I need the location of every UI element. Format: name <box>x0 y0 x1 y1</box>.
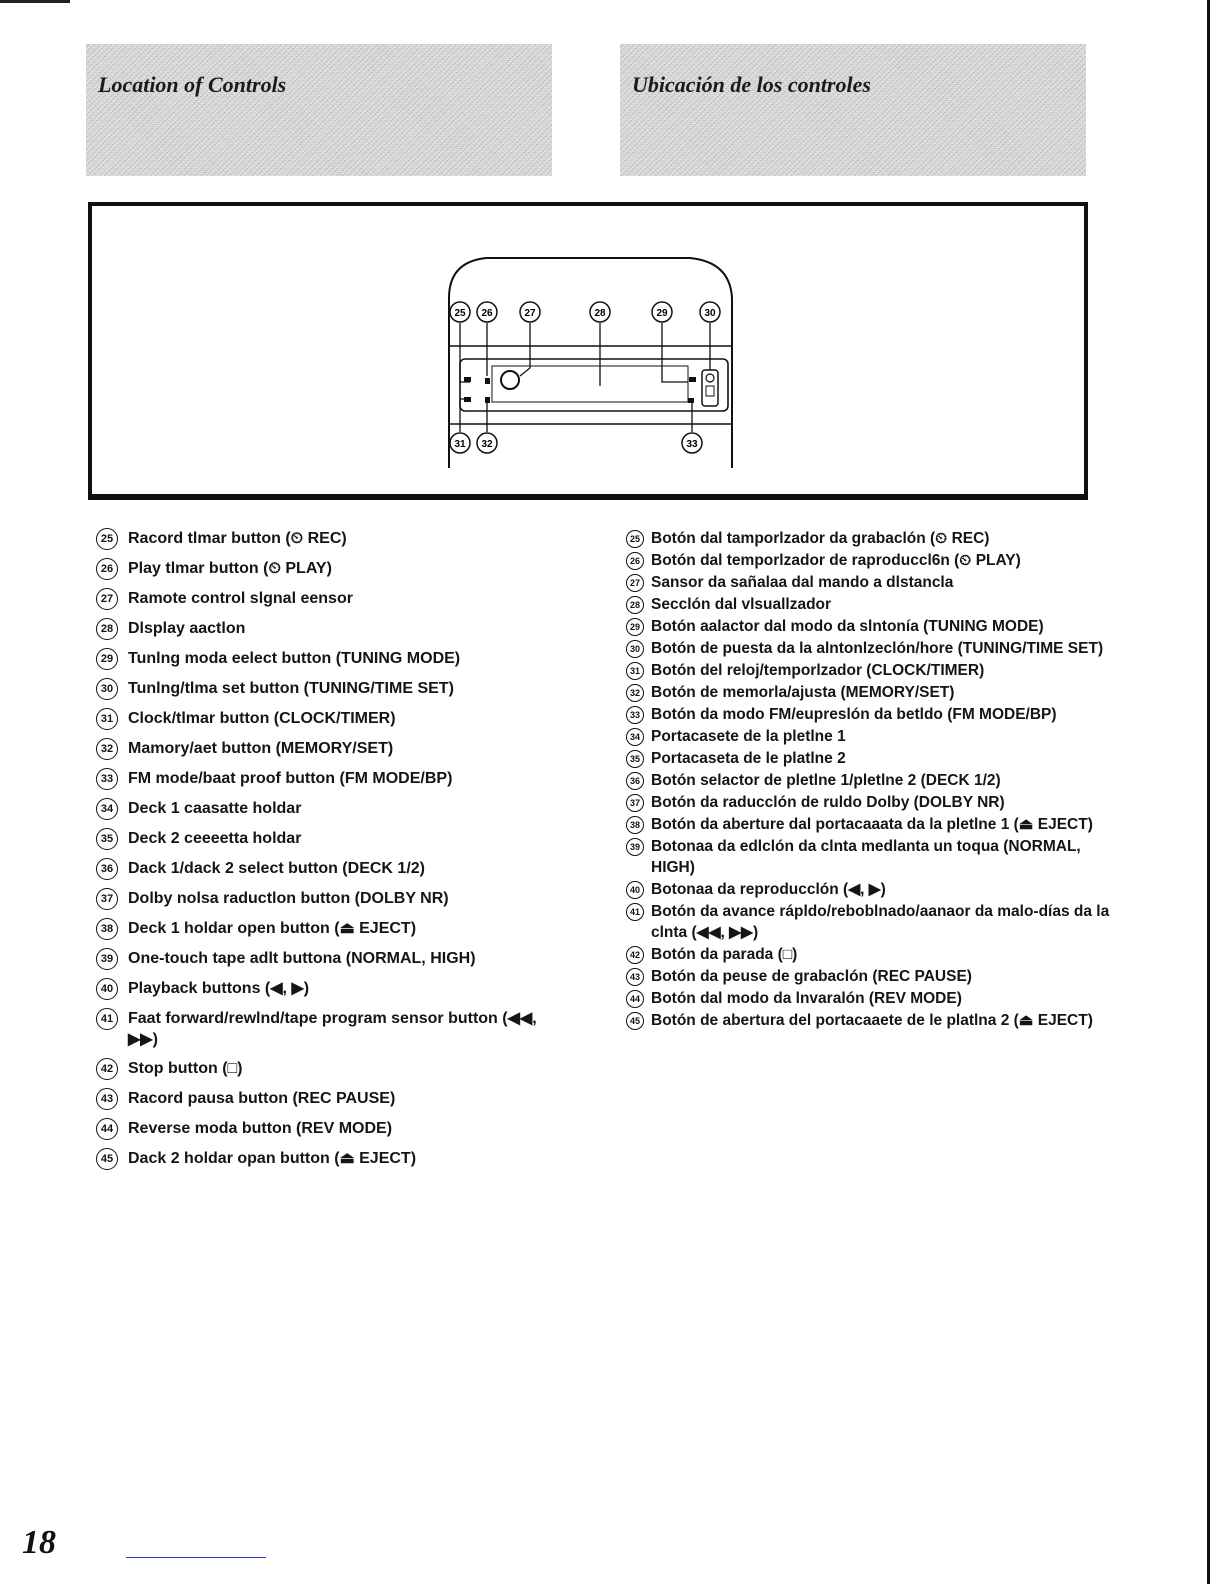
item-text: FM mode/baat proof button (FM MODE/BP) <box>128 770 453 787</box>
right-edge-rule <box>1207 0 1210 1584</box>
callout-26: 26 <box>481 308 493 319</box>
item-text: Reverse moda button (REV MODE) <box>128 1120 393 1137</box>
item-number-badge: 32 <box>626 684 644 702</box>
item-text: Ramote control slgnal eensor <box>128 590 353 607</box>
list-item <box>96 798 566 820</box>
item-text: Racord pausa button (REC PAUSE) <box>128 1090 396 1107</box>
item-number-badge: 34 <box>626 728 644 746</box>
list-item <box>96 768 566 790</box>
section-banner-english <box>86 44 552 176</box>
list-item <box>96 888 566 910</box>
item-number-badge: 26 <box>626 552 644 570</box>
list-item <box>96 648 566 670</box>
list-item <box>626 879 1126 900</box>
item-number-badge: 40 <box>626 881 644 899</box>
item-text: Play tlmar button (⏲ PLAY) <box>128 560 332 577</box>
item-number-badge: 25 <box>96 528 118 550</box>
item-number-badge: 25 <box>626 530 644 548</box>
item-number-badge: 27 <box>626 574 644 592</box>
callout-28: 28 <box>594 308 606 319</box>
item-number-badge: 38 <box>626 816 644 834</box>
tuning-time-label-box <box>706 386 714 396</box>
bottom-leader-lines <box>460 399 692 432</box>
list-item <box>96 1008 566 1050</box>
item-text: Tunlng moda eelect button (TUNING MODE) <box>128 650 461 667</box>
list-item <box>626 726 1126 747</box>
list-item <box>626 944 1126 965</box>
item-text: Botón da parada (□) <box>651 946 798 963</box>
callout-33: 33 <box>686 439 698 450</box>
record-timer-button <box>464 377 471 382</box>
top-edge-rule <box>0 0 70 3</box>
item-text: Portacaseta de le platlne 2 <box>651 750 846 767</box>
item-number-badge: 43 <box>96 1088 118 1110</box>
item-text: Dack 2 holdar opan button (⏏ EJECT) <box>128 1150 417 1167</box>
tuning-time-set-button <box>702 370 718 406</box>
item-text: Deck 2 ceeeetta holdar <box>128 830 302 847</box>
item-number-badge: 39 <box>96 948 118 970</box>
list-item <box>626 572 1126 593</box>
item-number-badge: 32 <box>96 738 118 760</box>
item-text: Botón de memorla/ajusta (MEMORY/SET) <box>651 684 955 701</box>
item-text: Botón dal temporlzador de raproduccl6n (⏲ PLAY) <box>651 552 1021 569</box>
section-banner-spanish <box>620 44 1086 176</box>
play-timer-button <box>485 378 490 384</box>
bottom-callouts <box>450 433 702 453</box>
list-item <box>626 1010 1126 1031</box>
list-item <box>626 988 1126 1009</box>
item-number-badge: 41 <box>96 1008 118 1030</box>
section-title-english: Location of Controls <box>98 72 287 97</box>
item-text: Playback buttons (◀, ▶) <box>128 980 310 997</box>
item-number-badge: 35 <box>96 828 118 850</box>
tuning-knob-icon <box>706 374 714 382</box>
controls-diagram-frame <box>88 202 1088 500</box>
item-number-badge: 31 <box>96 708 118 730</box>
item-text: Deck 1 holdar open button (⏏ EJECT) <box>128 920 417 937</box>
item-text: Botón da peuse de grabaclón (REC PAUSE) <box>651 968 972 985</box>
item-number-badge: 45 <box>96 1148 118 1170</box>
item-number-badge: 40 <box>96 978 118 1000</box>
page-number: 18 <box>22 1524 56 1561</box>
item-text: One-touch tape adlt buttona (NORMAL, HIGH) <box>128 950 476 967</box>
item-number-badge: 31 <box>626 662 644 680</box>
list-item <box>626 770 1126 791</box>
item-number-badge: 37 <box>96 888 118 910</box>
item-number-badge: 37 <box>626 794 644 812</box>
item-text: Botón dal modo da lnvaralón (REV MODE) <box>651 990 962 1007</box>
list-item <box>626 616 1126 637</box>
item-number-badge: 36 <box>96 858 118 880</box>
item-number-badge: 35 <box>626 750 644 768</box>
list-item <box>626 792 1126 813</box>
item-text: Botón de puesta da la alntonlzeclón/hore (TUNING/TIME SET) <box>651 640 1104 657</box>
item-number-badge: 43 <box>626 968 644 986</box>
item-number-badge: 36 <box>626 772 644 790</box>
list-item <box>96 858 566 880</box>
item-text: Botón dal tamporlzador da grabaclón (⏲ REC) <box>651 530 990 547</box>
item-number-badge: 29 <box>96 648 118 670</box>
item-text: Stop button (□) <box>128 1060 243 1077</box>
item-text: Secclón dal vlsuallzador <box>651 596 832 613</box>
item-text: Sansor da sañalaa dal mando a dlstancla <box>651 574 954 591</box>
item-text: Botonaa da reproducclón (◀, ▶) <box>651 881 886 898</box>
item-number-badge: 33 <box>626 706 644 724</box>
item-number-badge: 41 <box>626 903 644 921</box>
item-text: Clock/tlmar button (CLOCK/TIMER) <box>128 710 396 727</box>
item-number-badge: 28 <box>96 618 118 640</box>
list-item <box>626 704 1126 725</box>
item-number-badge: 33 <box>96 768 118 790</box>
english-controls-list <box>96 528 566 1178</box>
list-item <box>96 738 566 760</box>
section-title-spanish: Ubicación de los controles <box>632 72 871 97</box>
list-item <box>626 550 1126 571</box>
list-item <box>626 660 1126 681</box>
callout-29: 29 <box>656 308 668 319</box>
list-item <box>626 966 1126 987</box>
item-text: Botón del reloj/temporlzador (CLOCK/TIMER) <box>651 662 985 679</box>
list-item <box>96 618 566 640</box>
list-item <box>96 678 566 700</box>
list-item <box>96 978 566 1000</box>
remote-sensor <box>501 371 519 389</box>
list-item <box>626 638 1126 659</box>
item-number-badge: 45 <box>626 1012 644 1030</box>
spanish-controls-list <box>626 528 1126 1032</box>
item-number-badge: 44 <box>96 1118 118 1140</box>
item-number-badge: 28 <box>626 596 644 614</box>
callout-27: 27 <box>524 308 536 319</box>
list-item <box>96 1148 566 1170</box>
item-text: Portacasete de la pletlne 1 <box>651 728 846 745</box>
callout-32: 32 <box>481 439 493 450</box>
item-number-badge: 30 <box>626 640 644 658</box>
list-item <box>626 682 1126 703</box>
item-text: Dack 1/dack 2 select button (DECK 1/2) <box>128 860 425 877</box>
tuning-mode-button <box>689 377 696 382</box>
item-text: Botón de abertura del portacaaete de le platlna 2 (⏏ EJECT) <box>651 1012 1093 1029</box>
display-section <box>492 366 688 402</box>
list-item <box>626 836 1126 878</box>
top-leader-lines <box>460 323 710 386</box>
item-text: Mamory/aet button (MEMORY/SET) <box>128 740 394 757</box>
item-number-badge: 44 <box>626 990 644 1008</box>
top-callouts <box>450 302 720 322</box>
item-text: Tunlng/tlma set button (TUNING/TIME SET) <box>128 680 454 697</box>
list-item <box>626 814 1126 835</box>
item-number-badge: 26 <box>96 558 118 580</box>
callout-25: 25 <box>454 308 466 319</box>
item-number-badge: 34 <box>96 798 118 820</box>
item-text: Deck 1 caasatte holdar <box>128 800 302 817</box>
list-item <box>96 1058 566 1080</box>
front-panel-diagram <box>92 206 1084 494</box>
list-item <box>96 588 566 610</box>
fm-mode-button <box>688 398 694 403</box>
item-text: Dolby nolsa raductlon button (DOLBY NR) <box>128 890 449 907</box>
item-number-badge: 42 <box>96 1058 118 1080</box>
item-text: Botón aalactor dal modo da slntonía (TUNING MODE) <box>651 618 1044 635</box>
item-text: Botón da raducclón de ruldo Dolby (DOLBY NR) <box>651 794 1005 811</box>
item-text: Botón da avance rápldo/reboblnado/aanaor da malo-días da la clnta (◀◀, ▶▶) <box>651 903 1110 941</box>
item-number-badge: 30 <box>96 678 118 700</box>
footer-rule <box>126 1557 266 1558</box>
list-item <box>96 918 566 940</box>
callout-31: 31 <box>454 439 466 450</box>
callout-30: 30 <box>704 308 716 319</box>
item-text: Botonaa da edlclón da clnta medlanta un toqua (NORMAL, HIGH) <box>651 838 1081 876</box>
item-text: Racord tlmar button (⏲ REC) <box>128 530 347 547</box>
list-item <box>96 708 566 730</box>
list-item <box>96 948 566 970</box>
item-text: Botón da aberture dal portacaaata da la pletlne 1 (⏏ EJECT) <box>651 816 1093 833</box>
list-item <box>96 1118 566 1140</box>
list-item <box>626 901 1126 943</box>
item-text: Botón da modo FM/eupreslón da betldo (FM MODE/BP) <box>651 706 1057 723</box>
list-item <box>96 828 566 850</box>
list-item <box>626 528 1126 549</box>
item-number-badge: 39 <box>626 838 644 856</box>
list-item <box>96 558 566 580</box>
list-item <box>626 748 1126 769</box>
item-number-badge: 42 <box>626 946 644 964</box>
item-text: Faat forward/rewlnd/tape program sensor button (◀◀, ▶▶) <box>128 1010 537 1048</box>
list-item <box>626 594 1126 615</box>
item-number-badge: 38 <box>96 918 118 940</box>
item-text: Botón selactor de pletlne 1/pletlne 2 (DECK 1/2) <box>651 772 1001 789</box>
item-number-badge: 29 <box>626 618 644 636</box>
list-item <box>96 1088 566 1110</box>
item-text: Dlsplay aactlon <box>128 620 246 637</box>
list-item <box>96 528 566 550</box>
item-number-badge: 27 <box>96 588 118 610</box>
